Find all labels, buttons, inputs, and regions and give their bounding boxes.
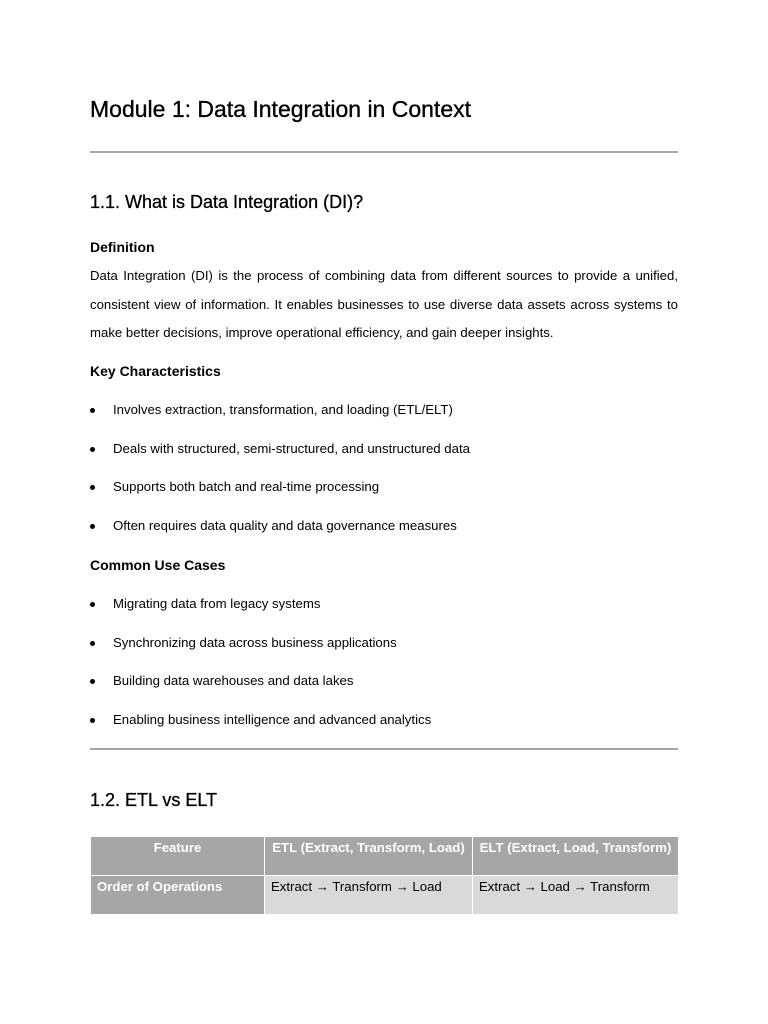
list-item <box>90 634 678 673</box>
list-item <box>90 595 678 634</box>
etl-vs-elt-table <box>90 836 679 915</box>
bullet-icon <box>90 602 95 607</box>
table-header-cell: Feature <box>91 837 265 876</box>
definition-paragraph: Data Integration (DI) is the process of combining data from different sources to provide a unified, consistent view of information. It enables businesses to use diverse data assets across systems to make better decisions, improve operational efficiency, and gain deeper insights. <box>90 268 678 341</box>
list-item-text: Supports both batch and real-time processing <box>113 479 380 495</box>
list-item <box>90 440 678 479</box>
bullet-icon <box>90 679 95 684</box>
list-item-text: Deals with structured, semi-structured, and unstructured data <box>113 440 470 456</box>
list-item-text: Migrating data from legacy systems <box>113 596 321 611</box>
key-characteristics-heading: Key Characteristics <box>90 363 221 379</box>
list-item-text: Synchronizing data across business applications <box>113 634 397 650</box>
bullet-icon <box>90 524 95 529</box>
list-item <box>90 517 678 556</box>
table-row-label: Order of Operations <box>91 876 265 915</box>
divider-middle <box>90 748 678 750</box>
list-item-text: Building data warehouses and data lakes <box>113 673 354 689</box>
table-cell: Extract → Load → Transform <box>473 876 679 915</box>
definition-heading: Definition <box>90 239 155 255</box>
bullet-icon <box>90 447 95 452</box>
list-item <box>90 711 678 750</box>
module-title: Module 1: Data Integration in Context <box>90 96 472 122</box>
list-item-text: Often requires data quality and data governance measures <box>113 518 457 534</box>
list-item <box>90 401 678 440</box>
bullet-icon <box>90 408 95 413</box>
section-heading-1-1: 1.1. What is Data Integration (DI)? <box>90 192 364 212</box>
table-header-cell: ELT (Extract, Load, Transform) <box>473 837 679 876</box>
list-item-text: Enabling business intelligence and advanced analytics <box>113 712 432 728</box>
list-item <box>90 478 678 517</box>
bullet-icon <box>90 485 95 490</box>
common-use-cases-list <box>90 595 678 750</box>
common-use-cases-heading: Common Use Cases <box>90 557 226 573</box>
list-item <box>90 672 678 711</box>
divider-top <box>90 151 678 153</box>
table-cell: Extract → Transform → Load <box>265 876 473 915</box>
table-header-cell: ETL (Extract, Transform, Load) <box>265 837 473 876</box>
section-heading-1-2: 1.2. ETL vs ELT <box>90 790 218 810</box>
table-header-row <box>91 837 679 876</box>
bullet-icon <box>90 718 95 723</box>
list-item-text: Involves extraction, transformation, and loading (ETL/ELT) <box>113 402 453 417</box>
table-row <box>91 876 679 915</box>
bullet-icon <box>90 641 95 646</box>
key-characteristics-list <box>90 401 678 556</box>
